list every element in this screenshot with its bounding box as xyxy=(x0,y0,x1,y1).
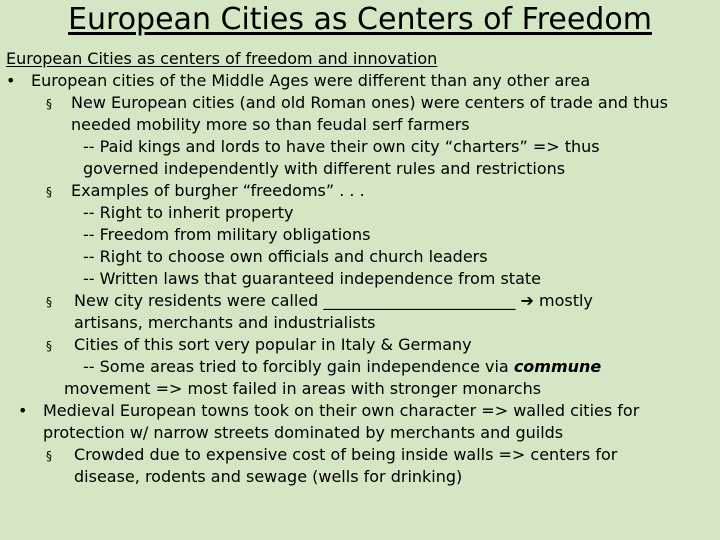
bullet-item xyxy=(6,400,716,422)
sub-bullet-item xyxy=(6,334,716,356)
sub-bullet-icon: § xyxy=(46,295,52,309)
sub-bullet-icon: § xyxy=(46,185,52,199)
detail-continuation: movement => most failed in areas with stronger monarchs xyxy=(64,379,542,398)
sub-bullet-continuation: needed mobility more so than feudal serf farmers xyxy=(71,115,470,134)
sub-bullet-continuation: disease, rodents and sewage (wells for drinking) xyxy=(74,467,463,486)
bullet-text: European cities of the Middle Ages were different than any other area xyxy=(31,71,591,90)
bullet-icon: • xyxy=(18,401,28,420)
detail-line: -- Right to choose own officials and church leaders xyxy=(83,247,488,266)
sub-bullet-icon: § xyxy=(46,339,52,353)
slide-content xyxy=(6,48,716,488)
arrow-right-icon: ➔ xyxy=(520,291,534,310)
sub-bullet-continuation: artisans, merchants and industrialists xyxy=(74,313,376,332)
sub-bullet-icon: § xyxy=(46,97,52,111)
emphasis-term: commune xyxy=(513,357,602,376)
sub-bullet-item xyxy=(6,290,716,312)
detail-line: -- Freedom from military obligations xyxy=(83,225,371,244)
detail-line xyxy=(6,356,716,378)
bullet-icon: • xyxy=(6,71,16,90)
slide-subtitle: European Cities as centers of freedom and innovation xyxy=(6,49,438,68)
sub-bullet-item xyxy=(6,444,716,466)
detail-line: -- Paid kings and lords to have their own city “charters” => thus xyxy=(83,137,600,156)
sub-bullet-text: New European cities (and old Roman ones) were centers of trade and thus xyxy=(71,93,668,112)
bullet-item xyxy=(6,70,716,92)
sub-bullet-text: Crowded due to expensive cost of being inside walls => centers for xyxy=(74,445,618,464)
detail-continuation: governed independently with different rules and restrictions xyxy=(83,159,566,178)
detail-line: -- Written laws that guaranteed independence from state xyxy=(83,269,541,288)
detail-text: -- Some areas tried to forcibly gain independence via xyxy=(83,357,514,376)
sub-bullet-text-tail: mostly xyxy=(539,291,593,310)
detail-line: -- Right to inherit property xyxy=(83,203,294,222)
sub-bullet-item xyxy=(6,92,716,114)
sub-bullet-icon: § xyxy=(46,449,52,463)
sub-bullet-text: Examples of burgher “freedoms” . . . xyxy=(71,181,365,200)
bullet-text: Medieval European towns took on their own character => walled cities for xyxy=(43,401,640,420)
sub-bullet-text: Cities of this sort very popular in Italy & Germany xyxy=(74,335,472,354)
bullet-continuation: protection w/ narrow streets dominated by merchants and guilds xyxy=(43,423,564,442)
sub-bullet-item xyxy=(6,180,716,202)
slide-title: European Cities as Centers of Freedom xyxy=(68,2,652,37)
sub-bullet-text: New city residents were called ________________________ xyxy=(74,291,516,310)
